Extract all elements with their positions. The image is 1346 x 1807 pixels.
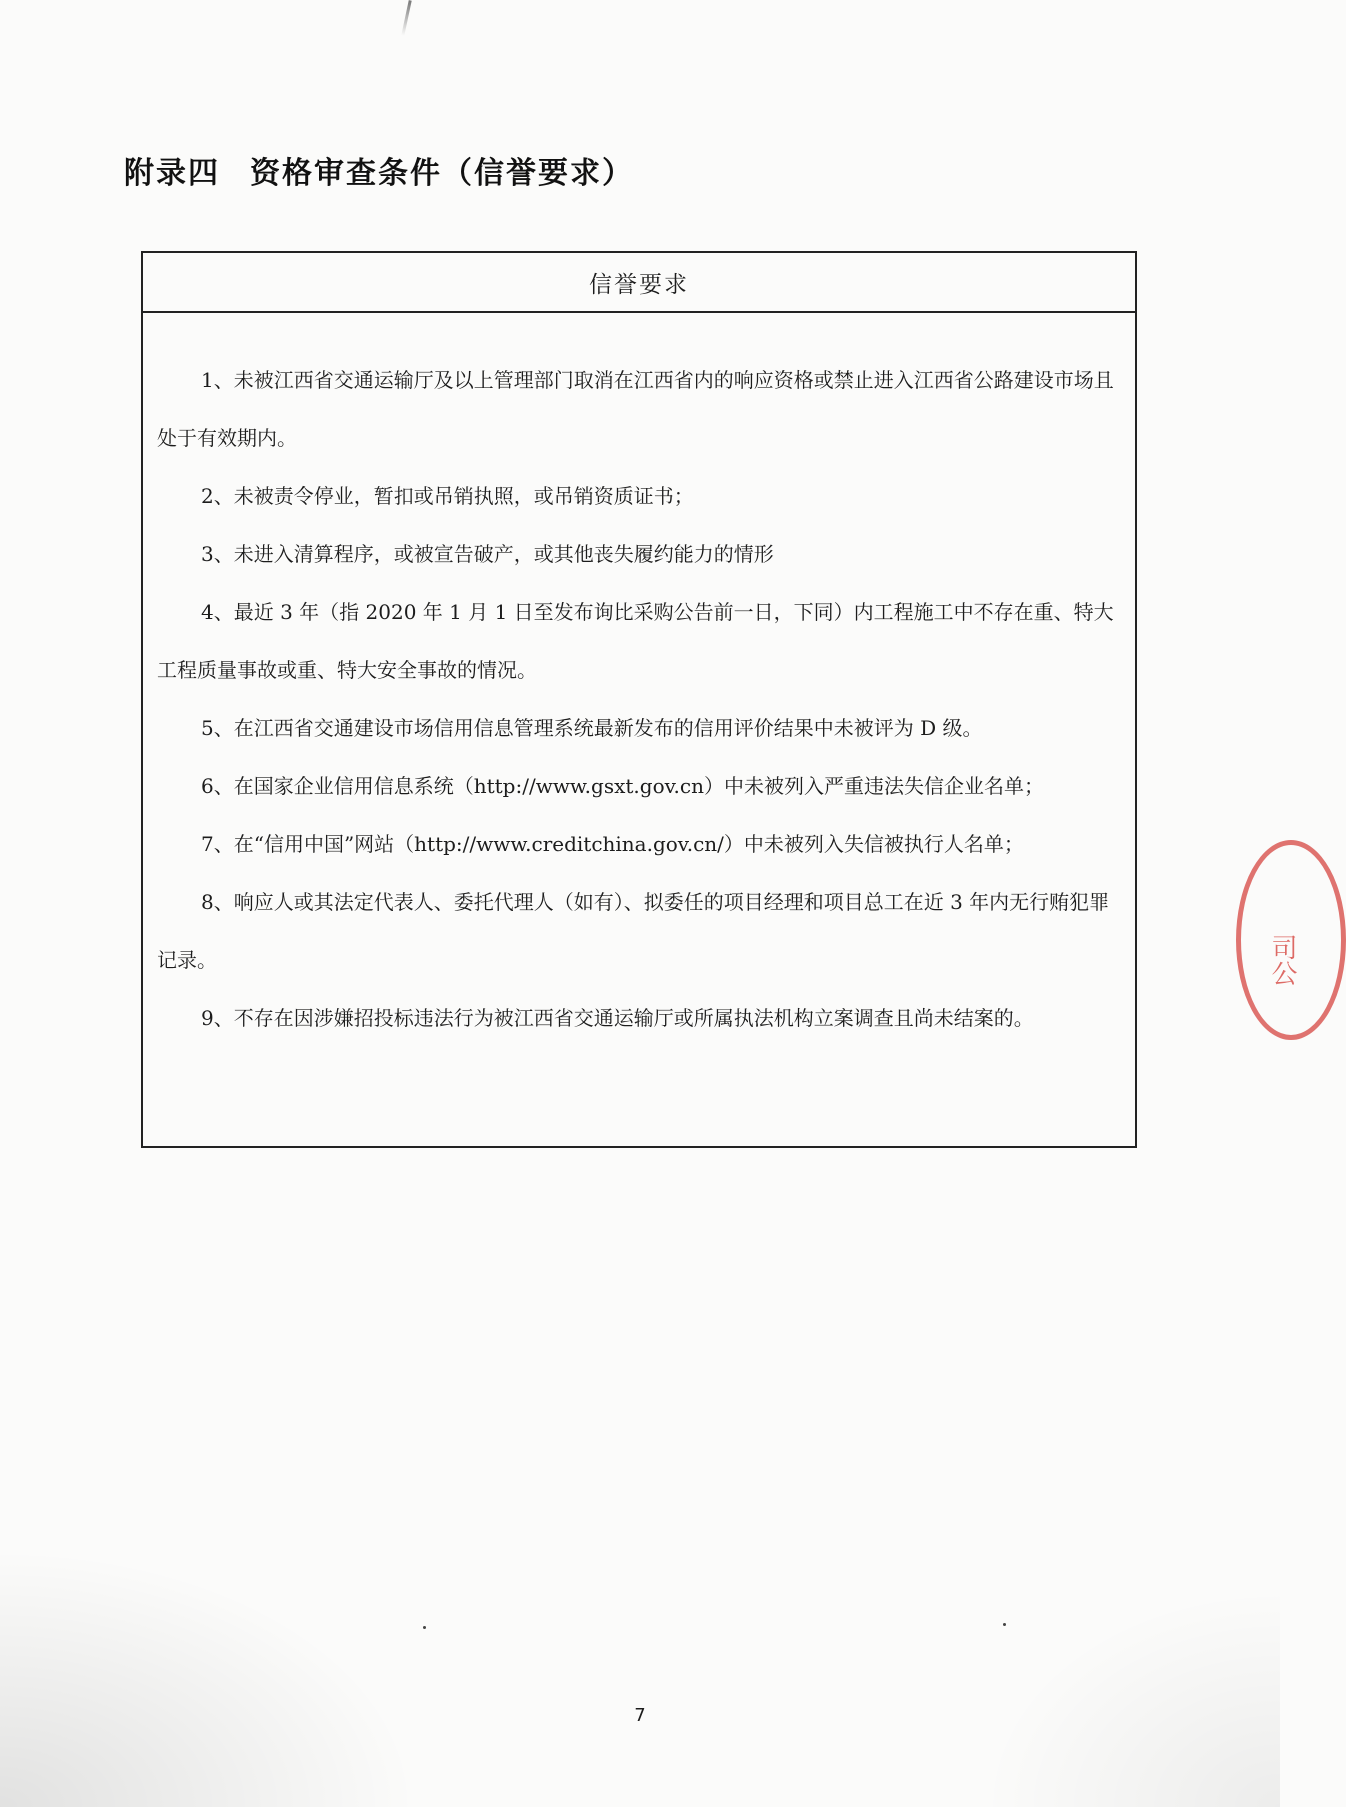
requirement-item-5: 5、在江西省交通建设市场信用信息管理系统最新发布的信用评价结果中未被评为 D 级。 [201,716,983,740]
company-seal-stamp: 司公 [1236,840,1346,1040]
requirement-item-7: 7、在“信用中国”网站（http://www.creditchina.gov.cn/）中未被列入失信被执行人名单； [201,832,1024,856]
credit-requirements-table [141,251,1137,1148]
scan-pen-mark [401,0,411,36]
page-number: 7 [634,1705,646,1726]
table-body [143,313,1135,1047]
requirement-item-1: 1、未被江西省交通运输厅及以上管理部门取消在江西省内的响应资格或禁止进入江西省公路建设市场且处于有效期内。 [157,368,1114,450]
requirement-item-8: 8、响应人或其法定代表人、委托代理人（如有）、拟委任的项目经理和项目总工在近 3 年内无行贿犯罪记录。 [157,890,1110,972]
requirement-item-3: 3、未进入清算程序，或被宣告破产，或其他丧失履约能力的情形 [201,542,774,566]
scan-shadow [980,1587,1280,1807]
appendix-label: 附录四 [124,156,220,191]
requirement-item-9: 9、不存在因涉嫌招投标违法行为被江西省交通运输厅或所属执法机构立案调查且尚未结案的。 [201,1006,1034,1030]
scan-dot [1003,1623,1006,1626]
requirement-item-4: 4、最近 3 年（指 2020 年 1 月 1 日至发布询比采购公告前一日，下同）内工程施工中不存在重、特大工程质量事故或重、特大安全事故的情况。 [157,600,1114,682]
table-header: 信誉要求 [143,253,1135,313]
scan-dot [423,1626,426,1629]
requirement-item-2: 2、未被责令停业，暂扣或吊销执照，或吊销资质证书； [201,484,694,508]
scan-shadow [0,1547,420,1807]
requirement-item-6: 6、在国家企业信用信息系统（http://www.gsxt.gov.cn）中未被列入严重违法失信企业名单； [201,774,1044,798]
appendix-title: 资格审查条件（信誉要求） [250,156,634,191]
page-title [124,148,634,192]
